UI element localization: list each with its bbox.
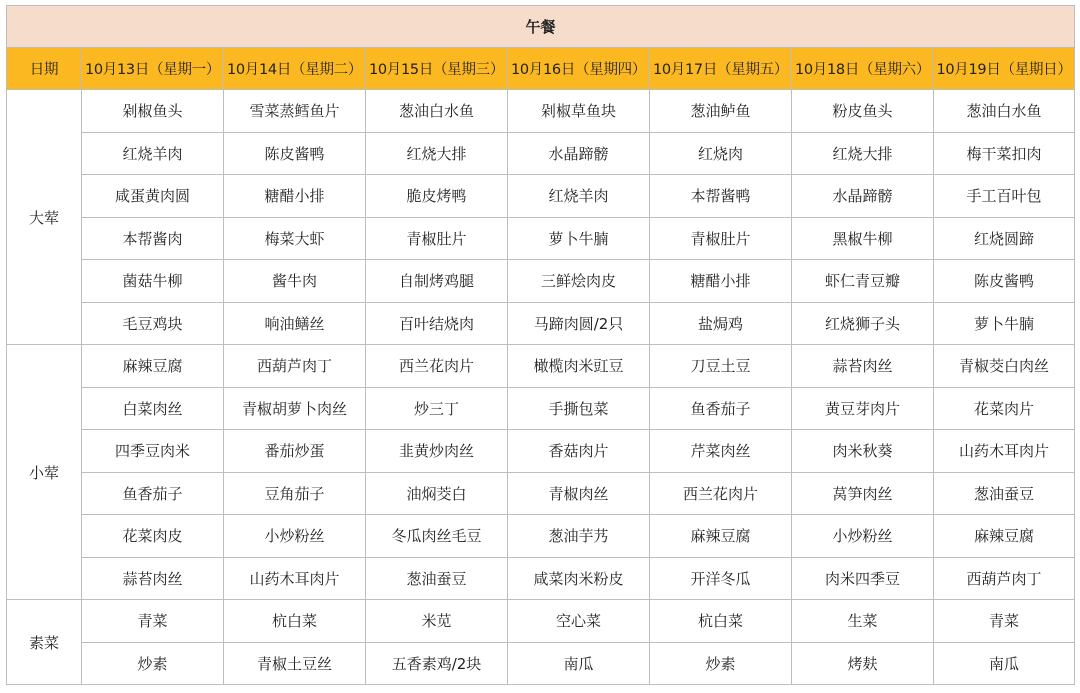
dish-cell: 油焖茭白	[366, 472, 508, 515]
day-header: 10月19日（星期日）	[934, 48, 1075, 90]
table-row	[7, 472, 1075, 515]
dish-cell: 橄榄肉米豇豆	[508, 345, 650, 388]
dish-cell: 陈皮酱鸭	[224, 132, 366, 175]
dish-cell: 萝卜牛腩	[508, 217, 650, 260]
dish-cell: 青椒肚片	[366, 217, 508, 260]
dish-cell: 三鲜烩肉皮	[508, 260, 650, 303]
dish-cell: 青椒肉丝	[508, 472, 650, 515]
menu-table-container	[6, 5, 1074, 685]
date-header: 日期	[7, 48, 82, 90]
dish-cell: 黄豆芽肉片	[792, 387, 934, 430]
dish-cell: 蒜苔肉丝	[792, 345, 934, 388]
dish-cell: 百叶结烧肉	[366, 302, 508, 345]
table-row	[7, 260, 1075, 303]
table-row	[7, 345, 1075, 388]
dish-cell: 红烧羊肉	[508, 175, 650, 218]
dish-cell: 青菜	[82, 600, 224, 643]
dish-cell: 空心菜	[508, 600, 650, 643]
dish-cell: 红烧肉	[650, 132, 792, 175]
dish-cell: 葱油鲈鱼	[650, 90, 792, 133]
dish-cell: 自制烤鸡腿	[366, 260, 508, 303]
dish-cell: 粉皮鱼头	[792, 90, 934, 133]
dish-cell: 马蹄肉圆/2只	[508, 302, 650, 345]
dish-cell: 脆皮烤鸭	[366, 175, 508, 218]
dish-cell: 豆角茄子	[224, 472, 366, 515]
dish-cell: 盐焗鸡	[650, 302, 792, 345]
table-row	[7, 217, 1075, 260]
dish-cell: 麻辣豆腐	[934, 515, 1075, 558]
dish-cell: 葱油蚕豆	[366, 557, 508, 600]
table-row	[7, 175, 1075, 218]
dish-cell: 雪菜蒸鳕鱼片	[224, 90, 366, 133]
dish-cell: 菌菇牛柳	[82, 260, 224, 303]
dish-cell: 西兰花肉片	[366, 345, 508, 388]
day-header: 10月14日（星期二）	[224, 48, 366, 90]
dish-cell: 韭黄炒肉丝	[366, 430, 508, 473]
dish-cell: 酱牛肉	[224, 260, 366, 303]
dish-cell: 蒜苔肉丝	[82, 557, 224, 600]
dish-cell: 炒素	[82, 642, 224, 685]
dish-cell: 青椒肚片	[650, 217, 792, 260]
day-header: 10月13日（星期一）	[82, 48, 224, 90]
table-row	[7, 600, 1075, 643]
dish-cell: 咸菜肉米粉皮	[508, 557, 650, 600]
dish-cell: 葱油蚕豆	[934, 472, 1075, 515]
dish-cell: 陈皮酱鸭	[934, 260, 1075, 303]
table-row	[7, 557, 1075, 600]
dish-cell: 青菜	[934, 600, 1075, 643]
title-row	[7, 6, 1075, 48]
dish-cell: 萝卜牛腩	[934, 302, 1075, 345]
dish-cell: 冬瓜肉丝毛豆	[366, 515, 508, 558]
dish-cell: 炒三丁	[366, 387, 508, 430]
dish-cell: 红烧大排	[366, 132, 508, 175]
table-row	[7, 302, 1075, 345]
dish-cell: 咸蛋黄肉圆	[82, 175, 224, 218]
dish-cell: 烤麸	[792, 642, 934, 685]
dish-cell: 糖醋小排	[224, 175, 366, 218]
dish-cell: 花菜肉皮	[82, 515, 224, 558]
dish-cell: 红烧大排	[792, 132, 934, 175]
dish-cell: 手工百叶包	[934, 175, 1075, 218]
dish-cell: 手撕包菜	[508, 387, 650, 430]
dish-cell: 米苋	[366, 600, 508, 643]
dish-cell: 毛豆鸡块	[82, 302, 224, 345]
dish-cell: 水晶蹄髈	[792, 175, 934, 218]
dish-cell: 葱油白水鱼	[934, 90, 1075, 133]
dish-cell: 虾仁青豆瓣	[792, 260, 934, 303]
table-row	[7, 515, 1075, 558]
dish-cell: 青椒胡萝卜肉丝	[224, 387, 366, 430]
dish-cell: 西葫芦肉丁	[934, 557, 1075, 600]
dish-cell: 本帮酱鸭	[650, 175, 792, 218]
table-row	[7, 642, 1075, 685]
table-row	[7, 132, 1075, 175]
dish-cell: 花菜肉片	[934, 387, 1075, 430]
dish-cell: 梅菜大虾	[224, 217, 366, 260]
dish-cell: 四季豆肉米	[82, 430, 224, 473]
dish-cell: 麻辣豆腐	[82, 345, 224, 388]
dish-cell: 葱油芋艿	[508, 515, 650, 558]
dish-cell: 生菜	[792, 600, 934, 643]
dish-cell: 南瓜	[508, 642, 650, 685]
dish-cell: 炒素	[650, 642, 792, 685]
day-header: 10月15日（星期三）	[366, 48, 508, 90]
day-header: 10月17日（星期五）	[650, 48, 792, 90]
dish-cell: 剁椒鱼头	[82, 90, 224, 133]
dish-cell: 鱼香茄子	[82, 472, 224, 515]
dish-cell: 开洋冬瓜	[650, 557, 792, 600]
dish-cell: 五香素鸡/2块	[366, 642, 508, 685]
dish-cell: 香菇肉片	[508, 430, 650, 473]
dish-cell: 刀豆土豆	[650, 345, 792, 388]
dish-cell: 红烧羊肉	[82, 132, 224, 175]
dish-cell: 杭白菜	[224, 600, 366, 643]
table-row	[7, 387, 1075, 430]
table-row	[7, 90, 1075, 133]
dish-cell: 莴笋肉丝	[792, 472, 934, 515]
day-header: 10月18日（星期六）	[792, 48, 934, 90]
lunch-menu-table	[6, 5, 1075, 685]
menu-title: 午餐	[7, 6, 1075, 48]
dish-cell: 山药木耳肉片	[224, 557, 366, 600]
dish-cell: 梅干菜扣肉	[934, 132, 1075, 175]
dish-cell: 番茄炒蛋	[224, 430, 366, 473]
dish-cell: 西葫芦肉丁	[224, 345, 366, 388]
dish-cell: 糖醋小排	[650, 260, 792, 303]
dish-cell: 响油鳝丝	[224, 302, 366, 345]
category-label: 大荤	[7, 90, 82, 345]
dish-cell: 青椒茭白肉丝	[934, 345, 1075, 388]
day-header: 10月16日（星期四）	[508, 48, 650, 90]
dish-cell: 西兰花肉片	[650, 472, 792, 515]
dish-cell: 白菜肉丝	[82, 387, 224, 430]
dish-cell: 本帮酱肉	[82, 217, 224, 260]
header-row	[7, 48, 1075, 90]
dish-cell: 红烧圆蹄	[934, 217, 1075, 260]
category-label: 素菜	[7, 600, 82, 685]
dish-cell: 青椒土豆丝	[224, 642, 366, 685]
dish-cell: 红烧狮子头	[792, 302, 934, 345]
dish-cell: 肉米秋葵	[792, 430, 934, 473]
dish-cell: 葱油白水鱼	[366, 90, 508, 133]
dish-cell: 小炒粉丝	[792, 515, 934, 558]
dish-cell: 剁椒草鱼块	[508, 90, 650, 133]
table-row	[7, 430, 1075, 473]
dish-cell: 小炒粉丝	[224, 515, 366, 558]
dish-cell: 水晶蹄髈	[508, 132, 650, 175]
dish-cell: 南瓜	[934, 642, 1075, 685]
dish-cell: 麻辣豆腐	[650, 515, 792, 558]
category-label: 小荤	[7, 345, 82, 600]
dish-cell: 黑椒牛柳	[792, 217, 934, 260]
dish-cell: 杭白菜	[650, 600, 792, 643]
dish-cell: 山药木耳肉片	[934, 430, 1075, 473]
dish-cell: 肉米四季豆	[792, 557, 934, 600]
dish-cell: 芹菜肉丝	[650, 430, 792, 473]
dish-cell: 鱼香茄子	[650, 387, 792, 430]
